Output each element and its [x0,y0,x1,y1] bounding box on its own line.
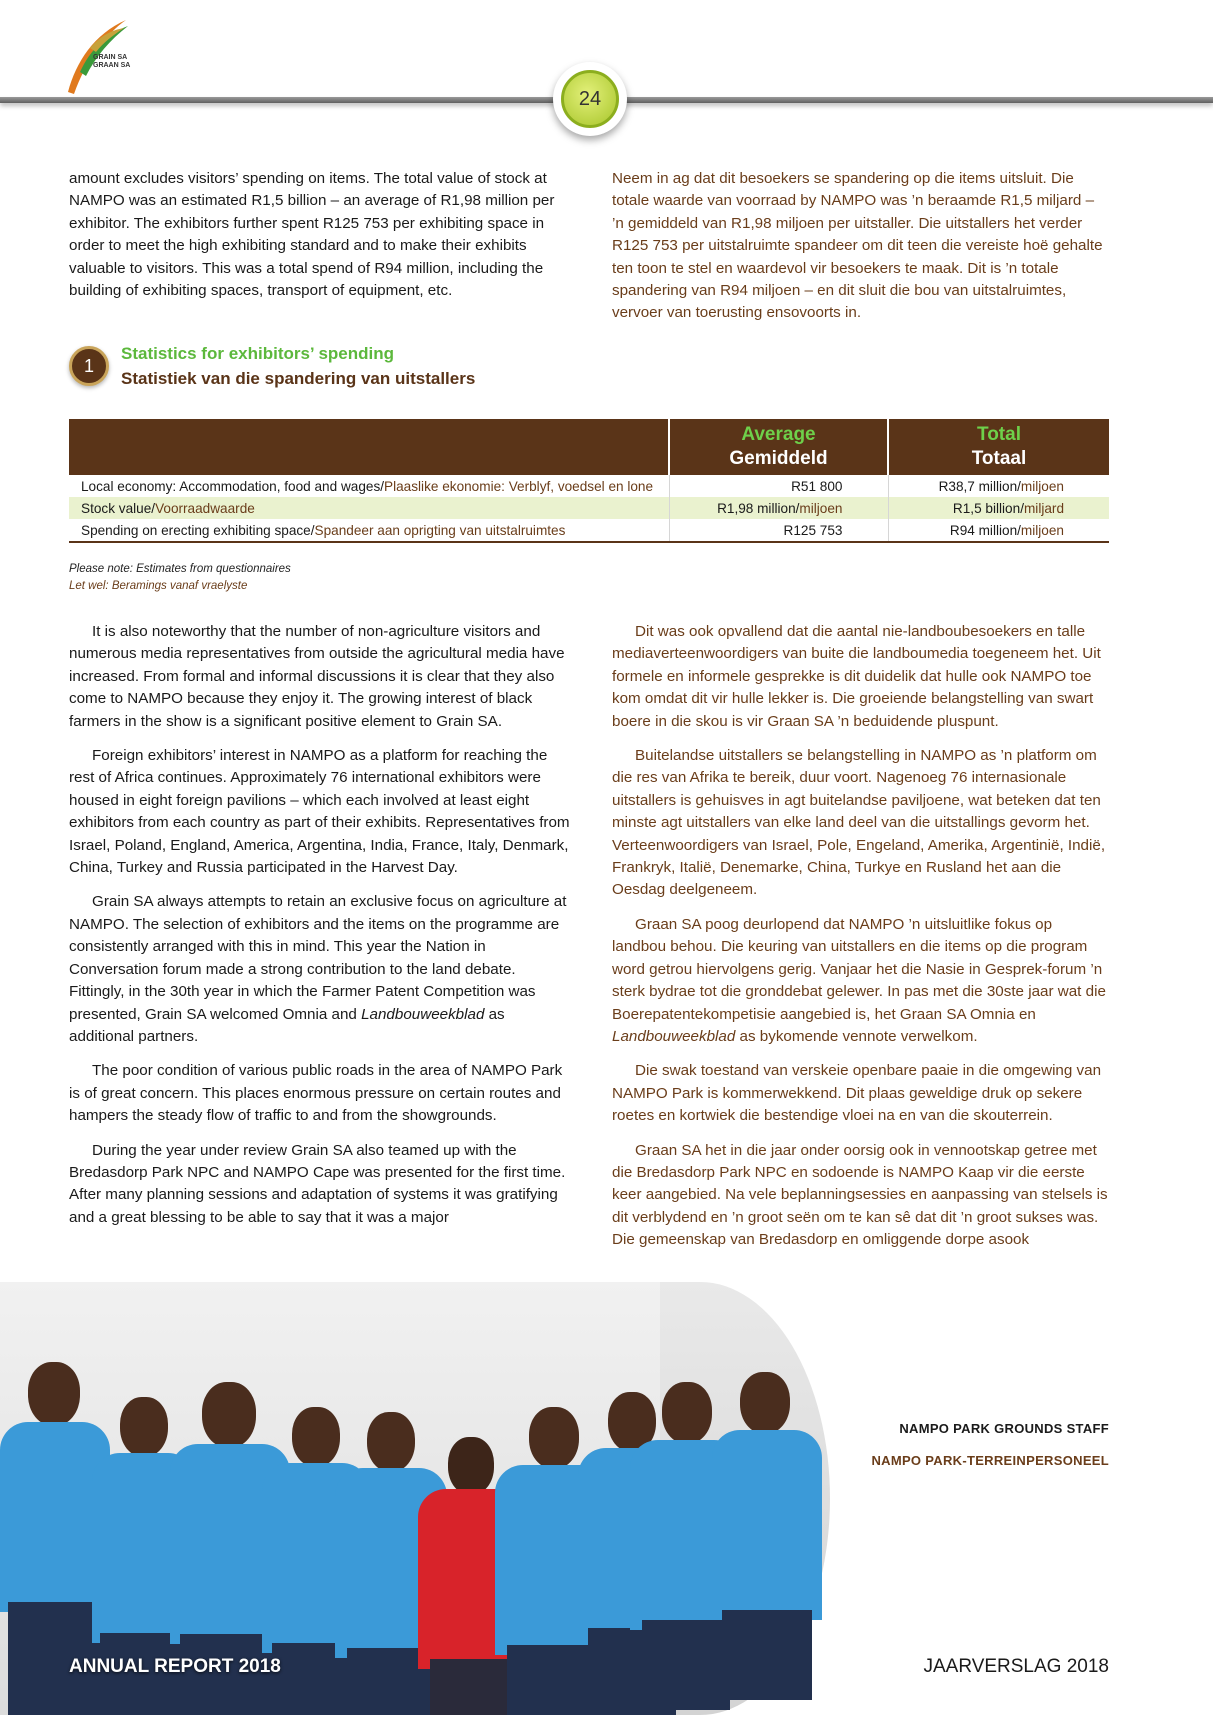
table-header-row [69,419,1109,475]
grain-sa-logo [66,12,136,96]
paragraph: Grain SA always attempts to retain an exclusive focus on agriculture at NAMPO. The selection of exhibitors and the items on the programme are consistently arranged with this in mind. This year the Nation in Conversation forum made a strong contribution to the land debate. Fittingly, in the 30th year in which the Farmer Patent Competition was presented, Grain SA welcomed Omnia and Landbouweekblad as additional partners. [69,893,567,1045]
table-row [69,475,1109,497]
page-number-badge [553,62,627,136]
logo-text: GRAIN SA GRAAN SA [93,54,131,69]
photo-caption-en: NAMPO PARK GROUNDS STAFF [899,1421,1109,1436]
header-blank [69,419,669,475]
paragraph: Die swak toestand van verskeie openbare paaie in die omgewing van NAMPO Park is kommerwekkend. Dit plaas geweldige druk op sekere roetes en kortwiek die bestendige vloei na en van die skouterrein. [612,1062,1102,1125]
paragraph: Buitelandse uitstallers se belangstelling in NAMPO as ’n platform om die res van Afrika te bereik, duur voort. Nagenoeg 76 internasionale uitstallers is gehuisves in agt buitelandse paviljoene, wat beteken dat ten minste agt uitstallers van elke land deel van die uitstallings gevorm het. Verteenwoordigers van Israel, Pole, Engeland, Amerika, Argentinië, Indië, Frankryk, Italië, Denemarke, China, Turkye en Rusland het aan die Oesdag deelgeneem. [612,747,1106,899]
paragraph: Graan SA het in die jaar onder oorsig ook in vennootskap getree met die Bredasdorp Park NPC en sodoende is NAMPO Kaap vir die eerste keer aangebied. Na vele beplanningsessies en aanpassing van stelsels is dit verblydend en ’n groot seën om te kan sê dat dit ’n groot sukses was. Die gemeenskap van Bredasdorp en omliggende dorpe asook [612,1141,1108,1249]
stats-heading [69,344,669,392]
row-total: R38,7 million/miljoen [888,475,1109,497]
paragraph: Foreign exhibitors’ interest in NAMPO as a platform for reaching the rest of Africa continues. Approximately 76 international exhibitors were housed in eight foreign pavilions – which each involved at least eight exhibitors from each country as part of their exhibits. Representatives from Israel, Poland, England, America, Argentina, India, France, Italy, Denmark, China, Turkey and Russia participated in the Harvest Day. [69,747,570,877]
table-row [69,519,1109,542]
row-average: R1,98 million/miljoen [669,497,888,519]
header-total: Total Totaal [888,419,1109,475]
row-total: R1,5 billion/miljard [888,497,1109,519]
note-af: Let wel: Beramings vanaf vraelyste [69,580,248,592]
stats-title-af: Statistiek van die spandering van uitstallers [121,369,476,388]
stats-title-en: Statistics for exhibitors’ spending [121,344,394,363]
header-average: Average Gemiddeld [669,419,888,475]
intro-en [69,168,571,314]
paragraph: It is also noteworthy that the number of non-agriculture visitors and numerous media representatives from outside the agricultural media have increased. From formal and informal discussions it is clear that they also come to NAMPO because they enjoy it. The growing interest of black farmers in the show is a significant positive element to Grain SA. [69,623,565,730]
paragraph: The poor condition of various public roads in the area of NAMPO Park is of great concern. This places enormous pressure on certain routes and hampers the steady flow of traffic to and from the showgrounds. [69,1062,563,1125]
table-note [69,561,291,595]
paragraph: Graan SA poog deurlopend dat NAMPO ’n uitsluitlike fokus op landbou behou. Die keuring van uitstallers en die items op die program word getrou hiervolgens gerig. Vanjaar het die Nasie in Gesprek-forum ’n sterk bydrae tot die gronddebat gelewer. In pas met die 30ste jaar wat die Boerepatentekompetisie aangebied is, het Graan SA Omnia en Landbouweekblad as bykomende vennote verwelkom. [612,915,1106,1045]
stats-table [69,419,1109,543]
section-number-badge: 1 [69,346,109,386]
intro-af-text: Neem in ag dat dit besoekers se spandering op die items uitsluit. Die totale waarde van voorraad by NAMPO was ’n beraamde R1,5 miljard – ’n gemiddeld van R1,98 miljoen per uitstaller. Die uitstallers het verder R125 753 per uitstalruimte spandeer om dit teen die vereiste hoë gehalte ten toon te stel en waardevol vir besoekers te maak. Dit is ’n totale spandering van R94 miljoen – en dit sluit die bou van uitstalruimtes, vervoer van toerusting ensovoorts in. [612,170,1103,322]
photo-caption-af: NAMPO PARK-TERREINPERSONEEL [871,1453,1109,1468]
row-total: R94 million/miljoen [888,519,1109,542]
intro-af [612,168,1109,337]
intro-en-text: amount excludes visitors’ spending on items. The total value of stock at NAMPO was an estimated R1,5 billion – an average of R1,98 million per exhibitor. The exhibitors further spent R125 753 per exhibiting space in order to meet the high exhibiting standard and to make their exhibits valuable to visitors. This was a total spend of R94 million, including the building of exhibiting spaces, transport of equipment, etc. [69,170,555,300]
table-row [69,497,1109,519]
staff-photo [0,1282,830,1715]
body-en [69,621,571,1241]
row-average: R125 753 [669,519,888,542]
page-number: 24 [561,70,619,128]
row-label: Spending on erecting exhibiting space/Spandeer aan oprigting van uitstalruimtes [69,519,669,542]
footer-annual-report: ANNUAL REPORT 2018 [69,1656,281,1677]
row-label: Stock value/Voorraadwaarde [69,497,669,519]
paragraph: During the year under review Grain SA also teamed up with the Bredasdorp Park NPC and NAMPO Cape was presented for the first time. After many planning sessions and adaptation of systems it was gratifying and a great blessing to be able to say that it was a major [69,1141,566,1226]
row-average: R51 800 [669,475,888,497]
note-en: Please note: Estimates from questionnaires [69,563,291,575]
footer-jaarverslag: JAARVERSLAG 2018 [923,1656,1109,1677]
body-af [612,621,1109,1264]
row-label: Local economy: Accommodation, food and wages/Plaaslike ekonomie: Verblyf, voedsel en lone [81,478,654,494]
paragraph: Dit was ook opvallend dat die aantal nie-landboubesoekers en talle mediaverteenwoordigers van buite die landboumedia toegeneem het. Uit formele en informele gesprekke is dit duidelik dat hulle ook NAMPO toe kom omdat dit vir hulle lekker is. Die groeiende belangstelling van swart boere in die skou is vir Graan SA ’n beduidende pluspunt. [612,623,1101,730]
